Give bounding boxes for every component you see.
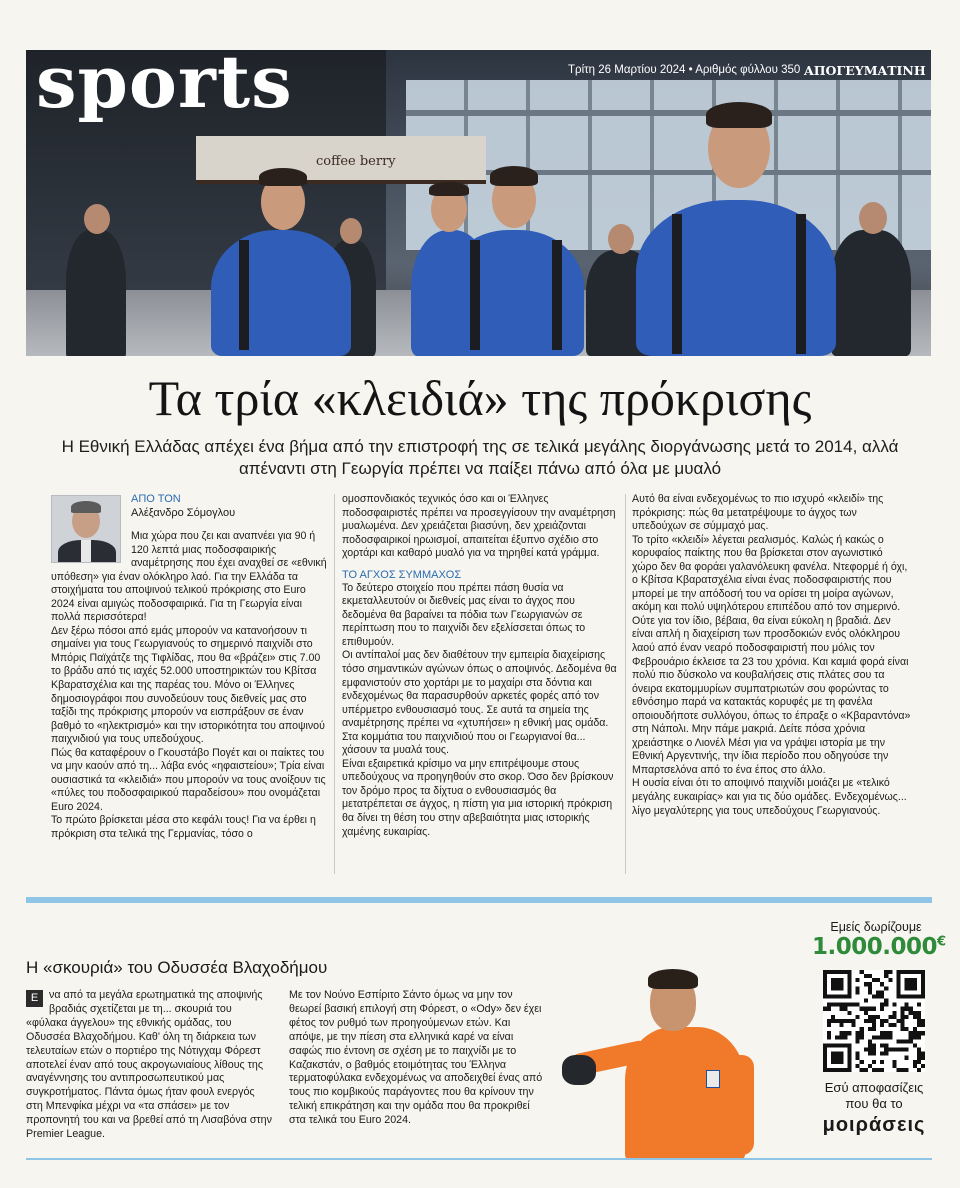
paragraph: Η ουσία είναι ότι το αποψινό παιχνίδι μοιάζει με «τελικό μεγάλης ευκαιρίας» και για τις δύο ομάδες. Ενδεχομένως... λίγο μεγαλύτερης για τους υπεδούχους Γεωργιανούς. [632, 777, 907, 817]
goalkeeper-photo [560, 965, 800, 1160]
sidebar-text: να από τα μεγάλα ερωτηματικά της αποψινής βραδιάς σχετίζεται με τη... σκουριά του «φύλακα άγγελου» της εθνικής ομάδας, του Οδυσσέα Βλαχοδήμου. Καθ' όλη τη διάρκεια των τελευταίων ετών ο πορτιέρο της Νότιγχαμ Φόρεστ αποτελεί έναν από τους ακρογωνιαίους λίθους της αναγέννησης του αντιπροσωπευτικού μας συγκροτήματος. Πάντα όμως ήταν φουλ ενεργός στη Μπενφίκα μέχρι να «τα σπάσει» με τον προπονητή του και να βρεθεί από τη Λισαβόνα στην Premier League. [26, 989, 272, 1141]
promo-tagline: Εμείς δωρίζουμε [830, 920, 922, 934]
article-column-2 [342, 493, 618, 839]
sidebar-column-1 [26, 989, 274, 1142]
glove-icon [562, 1055, 596, 1085]
article-column-1 [51, 493, 327, 842]
sidebar-title: Η «σκουριά» του Οδυσσέα Βλαχοδήμου [26, 958, 328, 977]
section-divider [26, 897, 932, 903]
sidebar-text: Με τον Νούνο Εσπίριτο Σάντο όμως να μην τον θεωρεί βασική επιλογή στη Φόρεστ, ο «Ody» δεν έχει φέτος τον ρυθμό των προηγούμενων ετών. Και απόψε, με την πίεση στα ελληνικά καρέ να είναι σαφώς πιο έντονη σε σχέση με το παιχνίδι με το Καζακστάν, ο βαθμός ετοιμότητας του Έλληνα τερματοφύλακα ενδεχομένως να αποδειχθεί ένας από τους πιο κομβικούς παράγοντες που θα κρίνουν την τελική επικράτηση και την ομάδα που θα προκριθεί στα τελικά του Euro 2024. [289, 989, 543, 1127]
paragraph: Οι αντίπαλοί μας δεν διαθέτουν την εμπειρία διαχείρισης τόσο σημαντικών αγώνων όπως ο αποψινός. Δεδομένα θα εμφανιστούν στο χορτάρι με το μαχαίρι στα δόντια και ενδεχομένως θα παρασυρθούν αρκετές φορές από τον υπέρμετρο ενθουσιασμό τους. Σε αυτά τα σημεία της αναμέτρησης πρέπει να «χτυπήσει» η εθνική μας ομάδα. Στα κομμάτια του παιχνιδιού που οι Γεωργιανοί θα... χάσουν τα μυαλά τους. [342, 649, 617, 757]
newspaper-brand: ΑΠΟΓΕΥΜΑΤΙΝΗ [804, 63, 926, 78]
column-divider [625, 494, 626, 874]
section-title: sports [36, 39, 293, 124]
drop-cap: Ε [26, 990, 43, 1007]
paragraph: Το τρίτο «κλειδί» λέγεται ρεαλισμός. Καλώς ή κακώς ο κορυφαίος παίκτης που θα βρίσκεται στον αγωνιστικό χώρο δεν θα φοράει γαλανόλευκη φανέλα. Ντεφορμέ ή όχι, ο Κβίτσα Κβαρατσχέλια είναι ένας ποδοσφαιριστής που μπορεί με την απόδοσή του να ορίσει τη μοίρα αγώνων, ακόμη και πολύ υψηλότερου επιπέδου από τον σημερινό. [632, 533, 908, 614]
crest-icon [706, 1070, 720, 1088]
paragraph: Το πρώτο βρίσκεται μέσα στο κεφάλι τους! Για να έρθει η πρόκριση στα τελικά της Γερμανίας, τόσο ο [51, 814, 316, 841]
article-subhead: Η Εθνική Ελλάδας απέχει ένα βήμα από την επιστροφή της σε τελικά μεγάλης διοργάνωσης μετά το 2014, αλλά απέναντι στη Γεωργία πρέπει να παίξει πάνω από όλα με μυαλό [61, 437, 899, 478]
author-photo [51, 495, 121, 563]
subsection-heading: ΤΟ ΑΓΧΟΣ ΣΥΜΜΑΧΟΣ [342, 568, 462, 581]
paragraph: Είναι εξαιρετικά κρίσιμο να μην επιτρέψουμε στους υπεδούχους να προηγηθούν στο σκορ. Όσο δεν βρίσκουν τον δρόμο προς τα δίχτυα ο ενθουσιασμός θα μετατρέπεται σε άγχος, η πίστη για μια ιστορική πρόκριση θα δίνει τη θέση του στην αβεβαιότητα μιας ιστορικής χαμένης ευκαιρίας. [342, 757, 614, 838]
paragraph: Πώς θα καταφέρουν ο Γκουστάβο Πογέτ και οι παίκτες του να μην καούν από τη... λάβα ενός «ηφαιστείου»; Τρία είναι ουσιαστικά τα «κλειδιά» που μπορούν να τους ανοίξουν τις «πύλες του ποδοσφαιρικού παραδείσου» που ονομάζεται Euro 2024. [51, 746, 326, 813]
article-column-3 [632, 493, 911, 818]
bottom-rule [26, 1158, 932, 1160]
author-label: ΑΠΟ ΤΟΝ [131, 493, 181, 505]
paragraph: Δεν ξέρω πόσοι από εμάς μπορούν να κατανοήσουν τι σημαίνει για τους Γεωργιανούς το σημερινό παιχνίδι στο Μπόρις Παϊχάτζε της Τιφλίδας, που θα «βράζει» στις 7.00 το βράδυ από τις ιαχές 52.000 υποστηρικτών του Κβίτσα Κβαρατσχέλια και της παρέας του. Μόνο οι Έλληνες δημοσιογράφοι που συνοδεύουν τους διεθνείς μας στο ταξίδι της πρόκρισης μπορούν να εισπράξουν σε έναν βαθμό το «ηλεκτρισμό» και την ιστορικότητα του αποψινού παιχνιδιού για τους υπεδούχους. [51, 624, 325, 746]
promo-callout: μοιράσεις [822, 1114, 926, 1136]
issue-date-line: Τρίτη 26 Μαρτίου 2024 • Αριθμός φύλλου 350 [568, 64, 801, 76]
paragraph: ομοσπονδιακός τεχνικός όσο και οι Έλληνες ποδοσφαιριστές πρέπει να προσεγγίσουν την αναμέτρηση μυαλωμένα. Δεν χρειάζεται βιασύνη, δεν χρειάζονται ποδοσφαιρικοί ηρωισμοί, απαιτείται έξυπνο σχέδιο στο χορτάρι και καθαρό μυαλό για να τηρηθεί κατά γράμμα. [342, 493, 616, 560]
promo-currency: € [937, 934, 946, 950]
author-name: Αλέξανδρο Σόμογλου [131, 507, 236, 519]
promo-subtext: Εσύ αποφασίζεις που θα το [824, 1080, 924, 1111]
promo-amount-value: 1.000.000 [812, 934, 937, 960]
paragraph: Ούτε για τον ίδιο, βέβαια, θα είναι εύκολη η βραδιά. Δεν είναι απλή η διαχείριση των προσδοκιών ενός ολόκληρου λαού από έναν νεαρό ποδοσφαιριστή που μόλις τον Φεβρουάριο έκλεισε τα 23 του χρόνια. Και καμιά φορά είναι πολύ πιο δύσκολο να κουβαλήσεις στις πλάτες σου τα όνειρα εκατομμυρίων συμπατριωτών σου φορώντας το εθνόσημο παρά να κατακτάς κορυφές με τη φανέλα οποιουδήποτε συλλόγου, όπως το έπραξε ο «Κβαραντόνα» στη Νάπολι. Μην πάμε μακριά. Δείτε πόσα χρόνια χρειάστηκε ο Λιονέλ Μέσι για να γράψει ιστορία με την Εθνική Αργεντινής, την ίδια περίοδο που οδηγούσε την Μπαρτσελόνα από το ένα έπος στο άλλο. [632, 614, 911, 776]
paragraph: Το δεύτερο στοιχείο που πρέπει πάση θυσία να εκμεταλλευτούν οι διεθνείς μας είναι το άγχος που δεδομένα θα βαραίνει τα πόδια των Γεωργιανών σε περίπτωση που το παιχνίδι δεν εξελίσσεται όπως το επιθυμούν. [342, 581, 586, 648]
paragraph: Μια χώρα που ζει και αναπνέει για 90 ή 120 λεπτά μιας ποδοσφαιρικής αναμέτρησης που έχει αναχθεί σε «εθνική υπόθεση» για έναν ολόκληρο λαό. Για την Ελλάδα τα στοιχήματα του αποψινού τελικού πρόκρισης στο Euro 2024 είναι αμιγώς ποδοσφαιρικά. Για τη Γεωργία είναι πολλά περισσότερα! [51, 530, 327, 624]
qr-code-icon[interactable] [823, 970, 925, 1072]
paragraph: Αυτό θα είναι ενδεχομένως το πιο ισχυρό «κλειδί» της πρόκρισης: πώς θα μετατρέψουμε το άγχος των υπεδούχων σε σύμμαχό μας. [632, 493, 884, 533]
sidebar-column-2 [289, 989, 544, 1128]
column-divider [334, 494, 335, 874]
cafe-sign: coffee berry [316, 154, 396, 169]
article-headline: Τα τρία «κλειδιά» της πρόκρισης [148, 370, 812, 426]
promo-amount [812, 934, 946, 960]
